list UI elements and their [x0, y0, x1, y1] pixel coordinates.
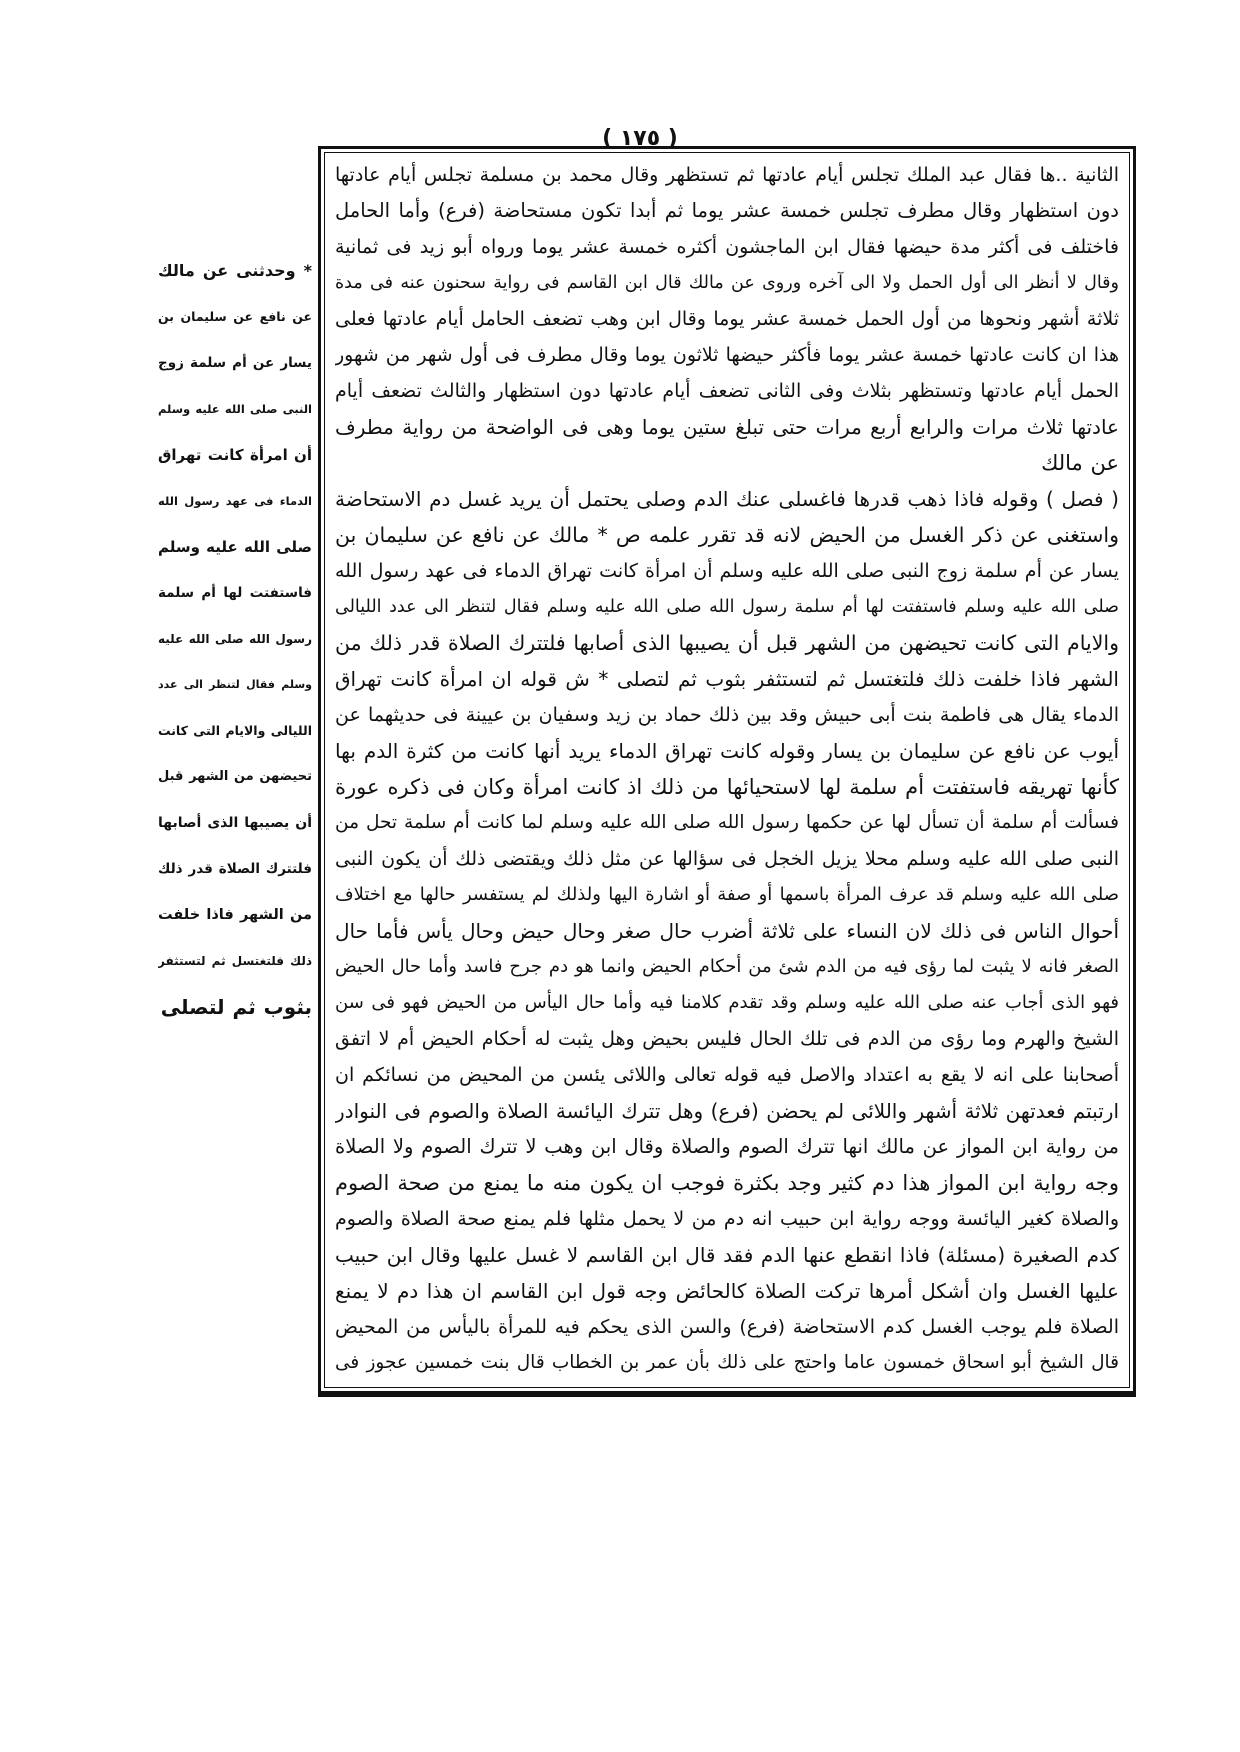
main-text-line: دون استظهار وقال مطرف تجلس خمسة عشر يوما ثم أبدا تكون مستحاضة (فرع) وأما الحامل — [335, 199, 1119, 222]
main-text-line: الثانية ..ها فقال عبد الملك تجلس أيام عادتها ثم تستظهر وقال محمد بن مسلمة تجلس أيام عادتها — [335, 164, 1119, 186]
main-text-line: فهو الذى أجاب عنه صلى الله عليه وسلم وقد تقدم كلامنا فيه وأما حال اليأس من الحيض فهو فى سن — [335, 992, 1119, 1013]
main-text-line: فاختلف فى أكثر مدة حيضها فقال ابن الماجشون أكثره خمسة عشر يوما ورواه أبو زيد فى ثمانية — [335, 236, 1119, 258]
margin-text-column — [158, 248, 312, 1030]
margin-text-line: صلى الله عليه وسلم — [158, 538, 312, 556]
margin-text-line: من الشهر فاذا خلفت — [158, 907, 312, 923]
margin-text-line: عن نافع عن سليمان بن — [158, 309, 312, 324]
margin-text-line: ذلك فلتغتسل ثم لتستثفر — [158, 954, 312, 968]
main-text-line: أصحابنا على انه لا يقع به اعتداد والاصل فيه قوله تعالى واللائى يئسن من المحيض من نسائكم ان — [335, 1064, 1119, 1086]
main-text-line: وجه رواية ابن المواز هذا دم كثير وجد بكثرة فوجب ان يكون منه ما يمنع من صحة الصوم — [335, 1171, 1119, 1195]
main-text-line: ارتبتم فعدتهن ثلاثة أشهر واللائى لم يحضن (فرع) وهل تترك اليائسة الصلاة والصوم فى النوادر — [335, 1099, 1119, 1123]
main-text-line: ( فصل ) وقوله فاذا ذهب قدرها فاغسلى عنك الدم وصلى يحتمل أن يريد غسل دم الاستحاضة — [335, 487, 1119, 511]
margin-text-line: وسلم فقال لتنظر الى عدد — [158, 678, 312, 691]
main-text-line: صلى الله عليه وسلم فاستفتت لها أم سلمة رسول الله صلى الله عليه وسلم فقال لتنظر الى عدد الليالى — [335, 597, 1119, 617]
main-text-line: الصلاة فلم يوجب الغسل كدم الاستحاضة (فرع) والسن الذى يحكم فيه للمرأة باليأس من المحيض — [335, 1316, 1119, 1338]
main-text-line: هذا ان كانت عادتها خمسة عشر يوما فأكثر حيضها ثلاثون يوما وقال مطرف فى أول شهر من شهور — [335, 344, 1119, 366]
main-text-line: عليها الغسل وان أشكل أمرها تركت الصلاة كالحائض وجه قول ابن القاسم ان هذا دم لا يمنع — [335, 1279, 1119, 1303]
main-text-line: أحوال الناس فى ذلك لان النساء على ثلاثة أضرب حال صغر وحال حيض وحال يأس فأما حال — [335, 919, 1119, 943]
main-text-line: الشيخ والهرم وما رؤى من الدم فى تلك الحال فليس بحيض وهل يثبت له أحكام الحيض أم لا اتفق — [335, 1028, 1119, 1050]
main-text-line: كدم الصغيرة (مسئلة) فاذا انقطع عنها الدم فقد قال ابن القاسم لا غسل عليها وقال ابن حبيب — [335, 1243, 1119, 1267]
main-text-line: عادتها ثلاث مرات والرابع أربع مرات حتى تبلغ ستين يوما وهى فى الواضحة من رواية مطرف — [335, 415, 1119, 439]
main-text-line: ثلاثة أشهر ونحوها من أول الحمل خمسة عشر يوما وقال ابن وهب تضعف الحامل أيام عادتها فعلى — [335, 308, 1119, 330]
margin-text-line: رسول الله صلى الله عليه — [158, 632, 312, 646]
margin-text-line: الليالى والايام التى كانت — [158, 723, 312, 738]
main-text-line: وقال لا أنظر الى أول الحمل ولا الى آخره وروى عن مالك قال ابن القاسم فى رواية سحنون عنه فى مدة — [335, 273, 1119, 293]
main-text-line: فسألت أم سلمة أن تسأل لها عن حكمها رسول الله صلى الله عليه وسلم لما كانت أم سلمة تحل من — [335, 812, 1119, 833]
main-text-line: الشهر فاذا خلفت ذلك فلتغتسل ثم لتستثفر بثوب ثم لتصلى * ش قوله ان امرأة كانت تهراق — [335, 667, 1119, 691]
margin-text-line: يسار عن أم سلمة زوج — [158, 355, 312, 371]
margin-text-line: فاستفتت لها أم سلمة — [158, 585, 312, 601]
main-text-line: الصغر فانه لا يثبت لما رؤى فيه من الدم شئ من أحكام الحيض وانما هو دم جرح فاسد وأما حال الحيض — [335, 956, 1119, 977]
main-text-line: من رواية ابن المواز عن مالك انها تترك الصوم والصلاة وقال ابن وهب لا تترك الصوم ولا الصلاة — [335, 1135, 1119, 1158]
margin-text-line: * وحدثنى عن مالك — [158, 261, 312, 280]
main-text-line: والايام التى كانت تحيضهن من الشهر قبل أن يصيبها الذى أصابها فلتترك الصلاة قدر ذلك من — [335, 631, 1119, 655]
margin-text-line: النبى صلى الله عليه وسلم — [158, 402, 312, 416]
main-text-frame — [318, 146, 1136, 1397]
margin-text-line: فلتترك الصلاة قدر ذلك — [158, 861, 312, 877]
main-text-line: واستغنى عن ذكر الغسل من الحيض لانه قد تقرر علمه ص * مالك عن نافع عن سليمان بن — [335, 523, 1119, 547]
margin-text-line: الدماء فى عهد رسول الله — [158, 494, 312, 508]
main-text-line: صلى الله عليه وسلم قد عرف المرأة باسمها أو صفة أو اشارة اليها ولذلك لم يستفسر حالها مع اختلاف — [335, 884, 1119, 905]
main-text-block — [324, 152, 1130, 1388]
main-text-line: الدماء يقال هى فاطمة بنت أبى حبيش وقد بين ذلك حماد بن زيد وسفيان بن عيينة فى حديثهما عن — [335, 704, 1119, 726]
main-text-line: قال الشيخ أبو اسحاق خمسون عاما واحتج على ذلك بأن عمر بن الخطاب قال بنت خمسين عجوز فى — [335, 1352, 1119, 1373]
margin-text-line: أن امرأة كانت تهراق — [158, 446, 312, 464]
main-text-line: أيوب عن نافع عن سليمان بن يسار وقوله كانت تهراق الدماء يريد أنها كانت من كثرة الدم بها — [335, 739, 1119, 763]
margin-text-line: أن يصيبها الذى أصابها — [158, 815, 312, 831]
margin-text-line: بثوب ثم لتصلى — [160, 995, 312, 1019]
page-number: ( ١٧٥ ) — [602, 126, 678, 151]
main-text-line: يسار عن أم سلمة زوج النبى صلى الله عليه وسلم أن امرأة كانت تهراق الدماء فى عهد رسول الله — [335, 560, 1119, 582]
main-text-line: كأنها تهريقه فاستفتت أم سلمة لها لاستحيائها من ذلك اذ كانت امرأة وكان فى ذكره عورة — [335, 775, 1119, 799]
margin-text-line: تحيضهن من الشهر قبل — [158, 769, 312, 784]
main-text-line: الحمل أيام عادتها وتستظهر بثلاث وفى الثانى تضعف أيام عادتها دون استظهار والثالث تضعف أيام — [335, 380, 1119, 402]
main-text-line: والصلاة كغير اليائسة ووجه رواية ابن حبيب انه دم من لا يحمل مثلها فلم يمنع صحة الصلاة والصوم — [335, 1208, 1119, 1230]
main-text-line: عن مالك — [1041, 451, 1119, 475]
main-text-line: النبى صلى الله عليه وسلم محلا يزيل الخجل فى سؤالها عن مثل ذلك ويقتضى ذلك أن يكون النبى — [335, 848, 1119, 870]
